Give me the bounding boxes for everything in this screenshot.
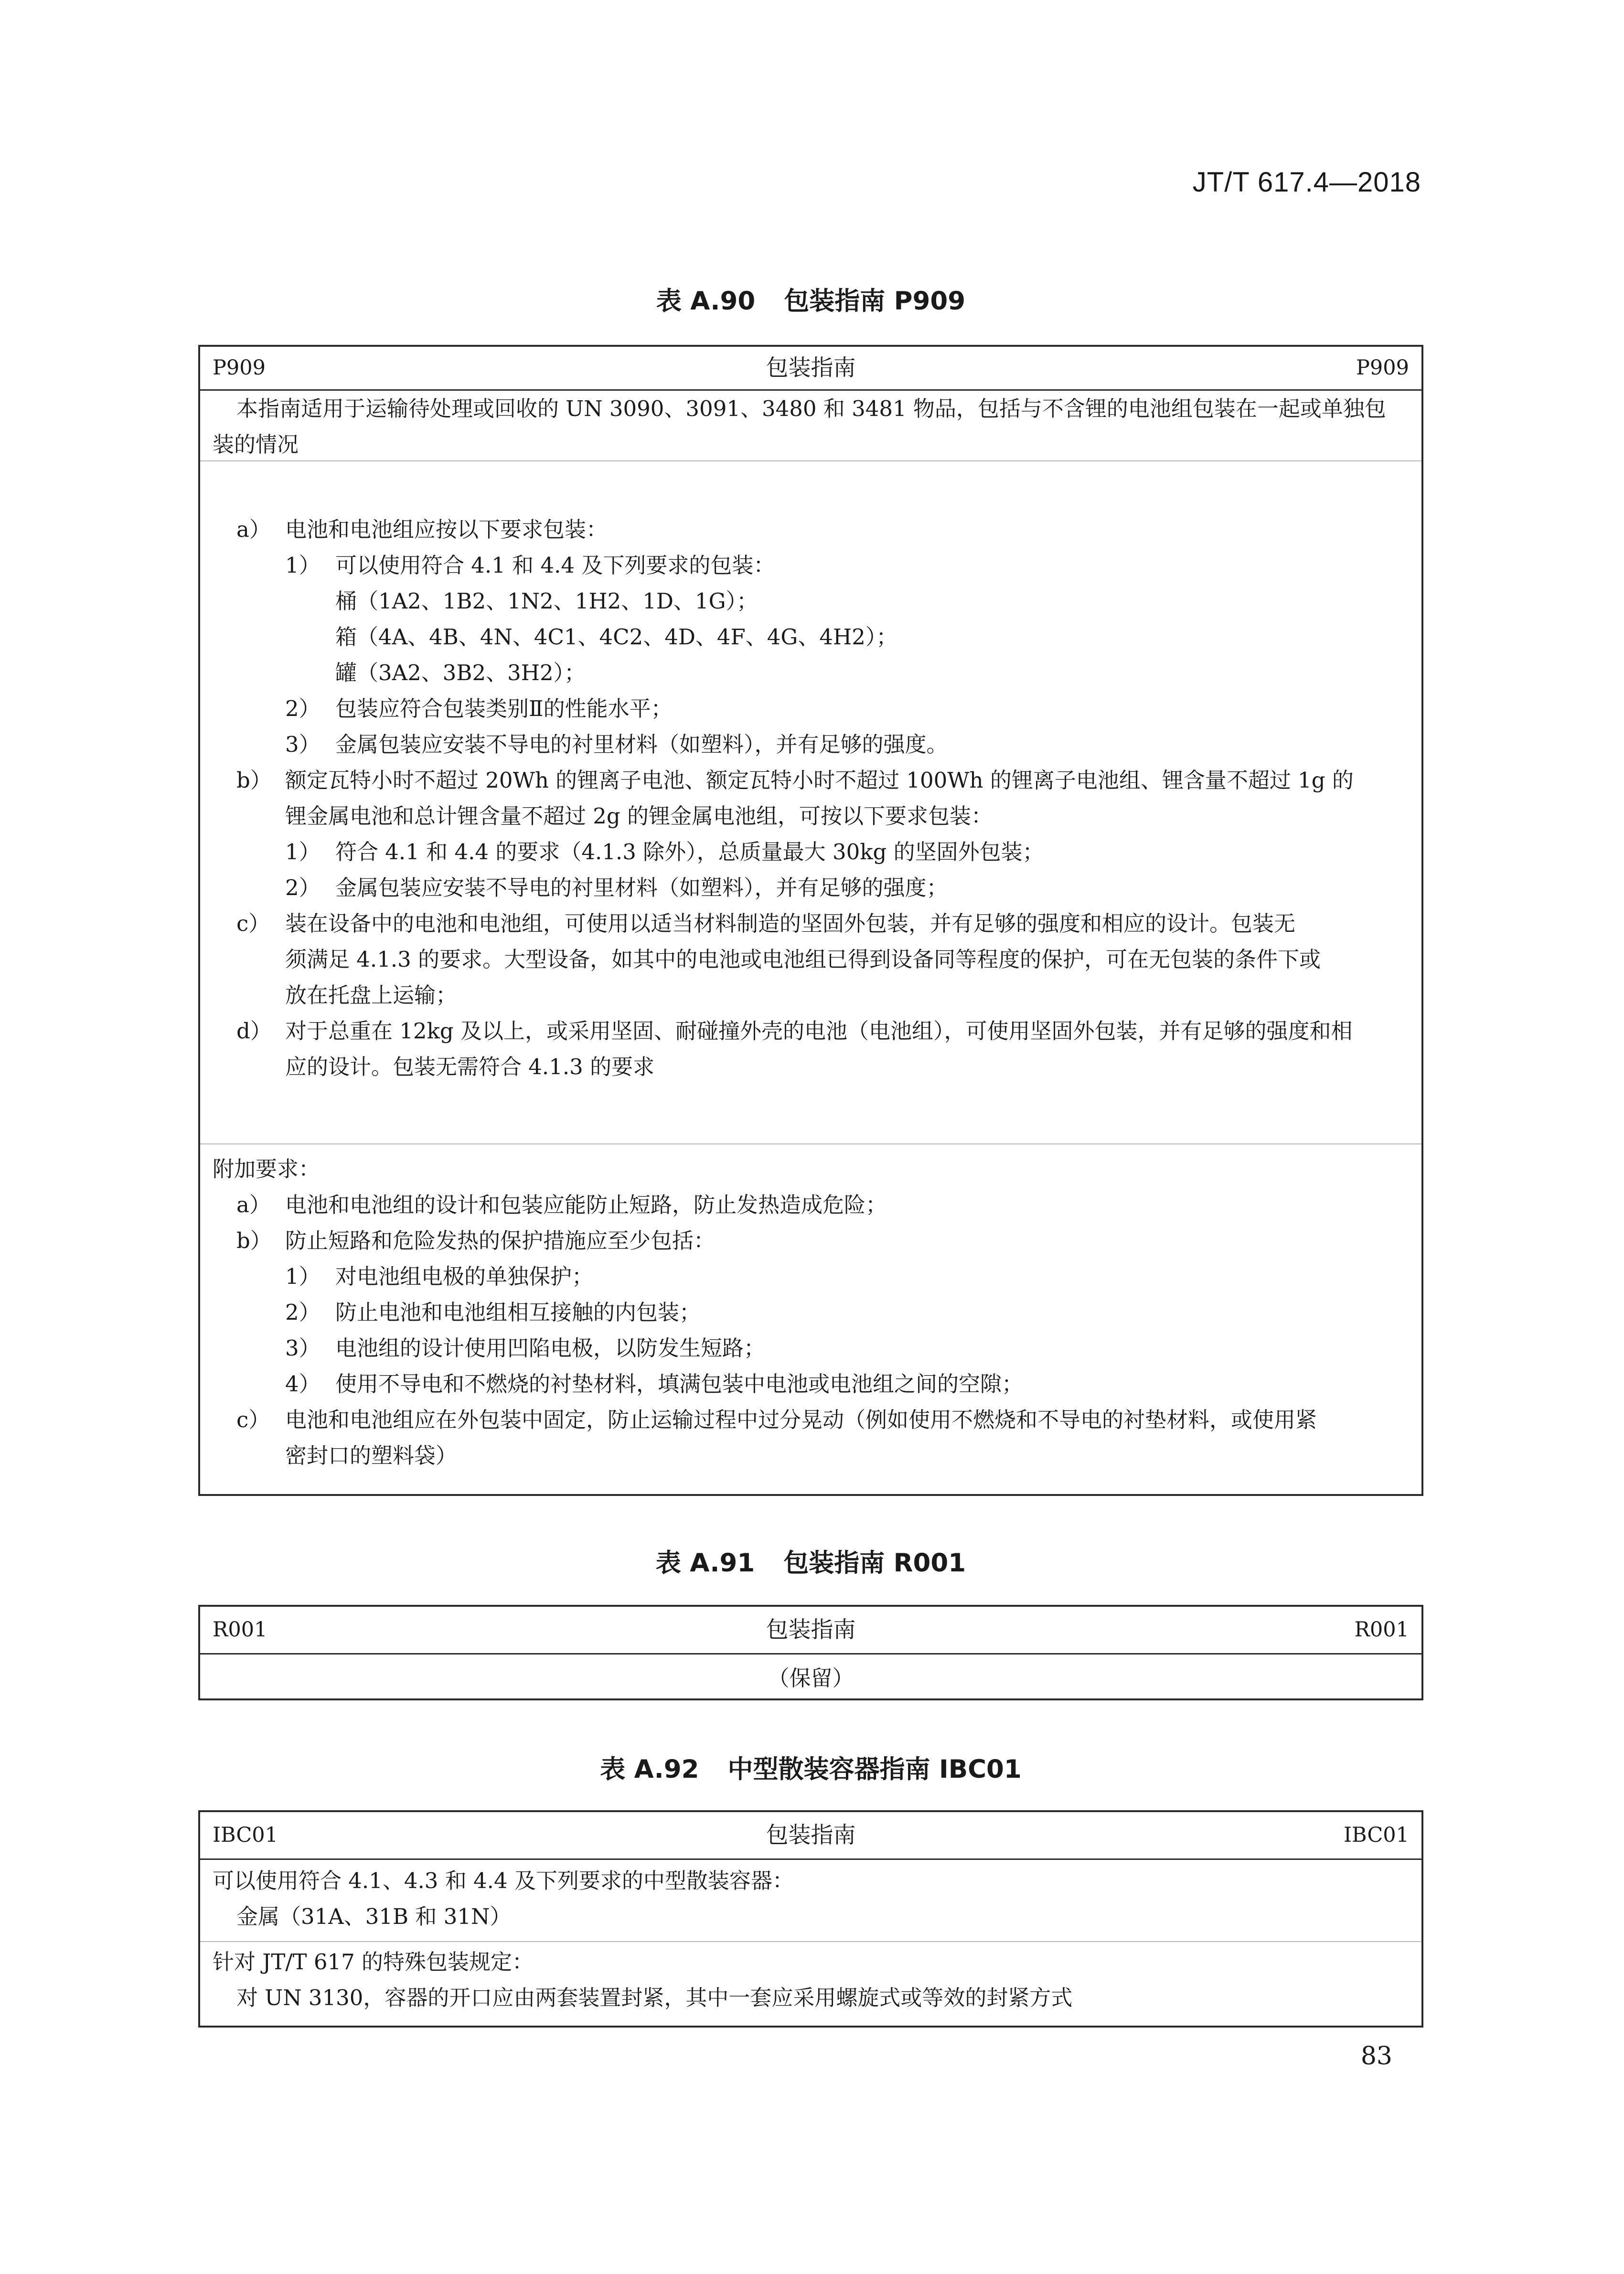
page-number: 83 [1360, 2042, 1392, 2071]
item-text: 电池和电池组应按以下要求包装： [285, 517, 608, 542]
list-item-a [213, 512, 1409, 547]
item-continuation: 密封口的塑料袋） [285, 1443, 458, 1468]
item-label: 2） [285, 1300, 321, 1325]
item-label: b） [236, 1228, 272, 1253]
item-label: a） [236, 1192, 271, 1217]
sub-item [213, 547, 1409, 583]
code-right: P909 [1356, 356, 1409, 380]
item-text: 装在设备中的电池和电池组，可使用以适当材料制造的坚固外包装，并有足够的强度和相应的设计。包装无 [285, 911, 1296, 936]
item-label: a） [236, 517, 271, 542]
item-text: 包装应符合包装类别Ⅱ的性能水平； [335, 696, 673, 721]
item-label: 1） [285, 553, 321, 578]
list-item [213, 1187, 1409, 1223]
table-p909 [198, 345, 1423, 1496]
caption-title: 包装指南 R001 [783, 1548, 966, 1578]
item-text: 符合 4.1 和 4.4 的要求（4.1.3 除外），总质量最大 30kg 的坚固外包装； [335, 839, 1044, 865]
code-left: P909 [213, 356, 266, 380]
intro-line: 装的情况 [213, 432, 299, 457]
item-continuation: 须满足 4.1.3 的要求。大型设备，如其中的电池或电池组已得到设备同等程度的保护，可在无包装的条件下或 [285, 947, 1321, 972]
item-text: 额定瓦特小时不超过 20Wh 的锂离子电池、额定瓦特小时不超过 100Wh 的锂离子电池组、锂含量不超过 1g 的 [285, 768, 1354, 793]
additional-requirements-row [200, 1144, 1421, 1473]
table-r001 [198, 1605, 1423, 1700]
item-text: 可以使用符合 4.1 和 4.4 及下列要求的包装： [335, 553, 775, 578]
intro-line: 本指南适用于运输待处理或回收的 UN 3090、3091、3480 和 3481 物品，包括与不含锂的电池组包装在一起或单独包 [236, 396, 1386, 421]
table-caption-p909 [198, 281, 1423, 317]
code-left: IBC01 [213, 1823, 278, 1847]
caption-number: 表 A.91 [655, 1548, 755, 1578]
sub-item [213, 1366, 1409, 1402]
item-text: 电池组的设计使用凹陷电极，以防发生短路； [335, 1335, 766, 1361]
list-item [213, 1223, 1409, 1259]
item-label: 2） [285, 696, 321, 721]
sub-item [213, 726, 1409, 762]
item-continuation: 应的设计。包装无需符合 4.1.3 的要求 [285, 1054, 655, 1079]
reserved-text: （保留） [768, 1665, 854, 1691]
sub-item [213, 691, 1409, 726]
ibc-permitted-row [200, 1860, 1421, 1942]
table-header [200, 1812, 1421, 1860]
code-right: R001 [1354, 1618, 1409, 1642]
table-caption-r001 [198, 1543, 1423, 1579]
item-continuation: 放在托盘上运输； [285, 982, 458, 1008]
sub-item [213, 1259, 1409, 1294]
sub-detail: 罐（3A2、3B2、3H2）； [335, 660, 586, 685]
sub-item [213, 834, 1409, 870]
item-label: c） [236, 1407, 270, 1432]
row-text: 针对 JT/T 617 的特殊包装规定： [213, 1949, 534, 1975]
sub-item [213, 1294, 1409, 1330]
sub-item [213, 1330, 1409, 1366]
caption-number: 表 A.90 [656, 287, 756, 316]
reserved-row [200, 1655, 1421, 1696]
code-right: IBC01 [1344, 1823, 1409, 1847]
item-label: 3） [285, 732, 321, 757]
caption-title: 包装指南 P909 [784, 287, 966, 316]
item-text: 金属包装应安装不导电的衬里材料（如塑料），并有足够的强度。 [335, 732, 948, 757]
requirements-row [200, 461, 1421, 1144]
item-label: 4） [285, 1371, 321, 1397]
caption-title: 中型散装容器指南 IBC01 [727, 1755, 1022, 1784]
intro-row [200, 391, 1421, 461]
item-text: 使用不导电和不燃烧的衬垫材料，填满包装中电池或电池组之间的空隙； [335, 1371, 1024, 1397]
list-item [213, 1402, 1409, 1438]
item-continuation: 锂金属电池和总计锂含量不超过 2g 的锂金属电池组，可按以下要求包装： [285, 803, 993, 829]
item-label: 1） [285, 1264, 321, 1289]
list-item-b [213, 762, 1409, 798]
header-title: 包装指南 [766, 1617, 856, 1643]
item-text: 对于总重在 12kg 及以上，或采用坚固、耐碰撞外壳的电池（电池组），可使用坚固外包装，并有足够的强度和相 [285, 1018, 1353, 1044]
document-code: JT/T 617.4—2018 [1192, 167, 1421, 198]
table-header [200, 347, 1421, 391]
ibc-special-row [200, 1942, 1421, 2016]
sub-item [213, 870, 1409, 906]
table-ibc01 [198, 1810, 1423, 2028]
item-label: b） [236, 768, 272, 793]
item-label: 2） [285, 875, 321, 900]
item-text: 防止电池和电池组相互接触的内包装； [335, 1300, 701, 1325]
item-text: 电池和电池组的设计和包装应能防止短路，防止发热造成危险； [285, 1192, 887, 1217]
item-text: 金属包装应安装不导电的衬里材料（如塑料），并有足够的强度； [335, 875, 948, 900]
header-title: 包装指南 [766, 1822, 856, 1848]
row-text: 可以使用符合 4.1、4.3 和 4.4 及下列要求的中型散装容器： [213, 1868, 794, 1893]
list-item-d [213, 1013, 1409, 1049]
list-item-c [213, 906, 1409, 941]
table-caption-ibc01 [198, 1749, 1423, 1785]
row-text: 金属（31A、31B 和 31N） [236, 1904, 512, 1929]
item-label: 3） [285, 1335, 321, 1361]
item-label: 1） [285, 839, 321, 865]
sub-detail: 桶（1A2、1B2、1N2、1H2、1D、1G）； [335, 588, 759, 614]
item-label: d） [236, 1018, 272, 1044]
caption-number: 表 A.92 [600, 1755, 699, 1784]
header-title: 包装指南 [766, 355, 856, 381]
item-text: 电池和电池组应在外包装中固定，防止运输过程中过分晃动（例如使用不燃烧和不导电的衬垫材料，或使用紧 [285, 1407, 1317, 1432]
code-left: R001 [213, 1618, 267, 1642]
table-header [200, 1607, 1421, 1655]
item-text: 防止短路和危险发热的保护措施应至少包括： [285, 1228, 716, 1253]
item-label: c） [236, 911, 270, 936]
row-text: 对 UN 3130，容器的开口应由两套装置封紧，其中一套应采用螺旋式或等效的封紧方式 [236, 1985, 1073, 2010]
item-text: 对电池组电极的单独保护； [335, 1264, 594, 1289]
sub-detail: 箱（4A、4B、4N、4C1、4C2、4D、4F、4G、4H2）； [335, 624, 898, 650]
additional-heading: 附加要求： [213, 1156, 321, 1182]
